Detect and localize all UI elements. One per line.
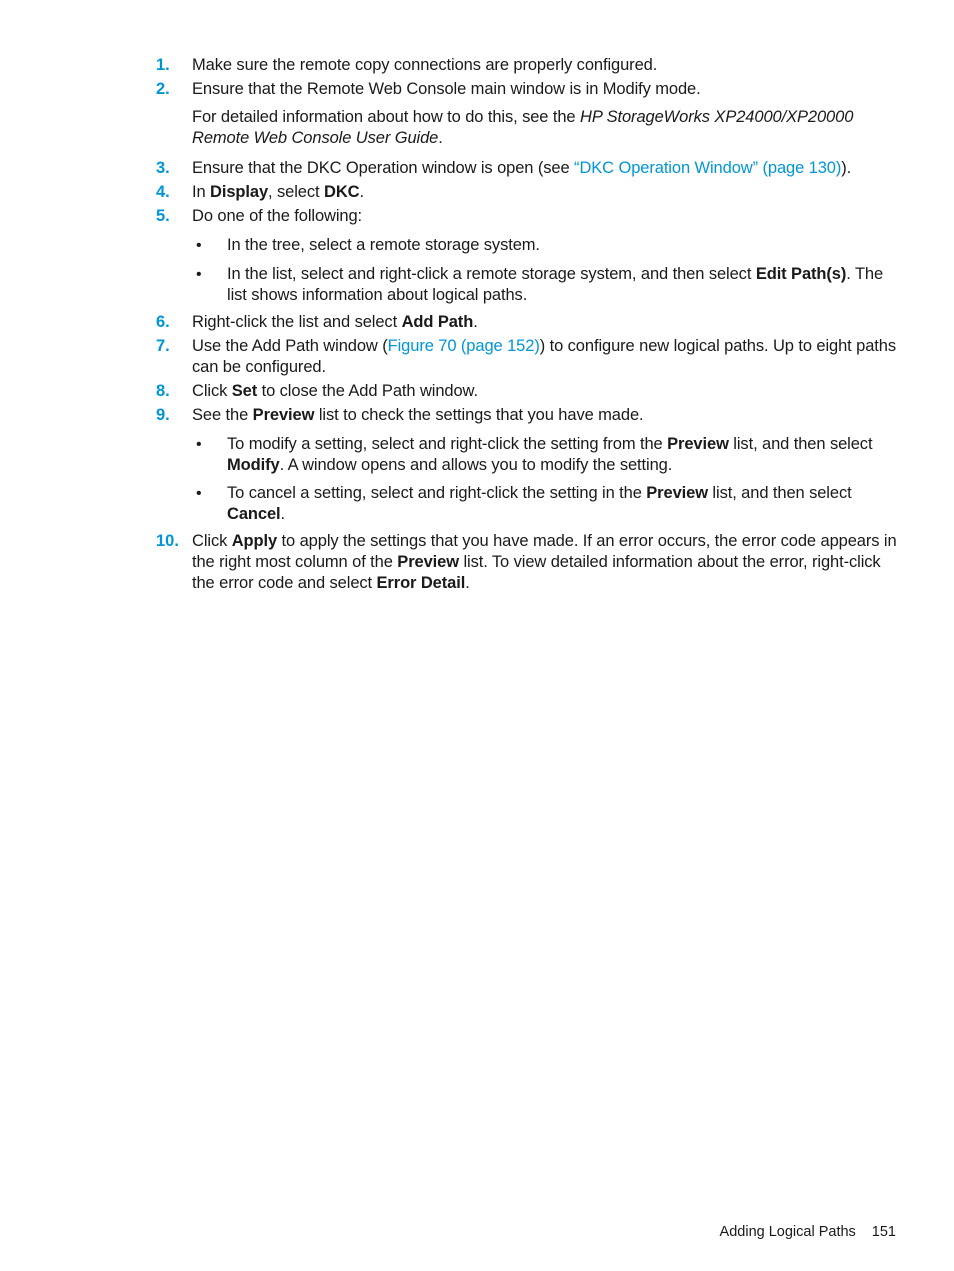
bullet-text: In the tree, select a remote storage system. (227, 236, 540, 254)
step-number: 5. (156, 207, 170, 225)
step-text (192, 312, 898, 333)
detail-text-end: . (438, 129, 443, 147)
step-number: 3. (156, 159, 170, 177)
bold-term: Cancel (227, 505, 281, 523)
figure-70-link[interactable]: Figure 70 (page 152) (387, 337, 540, 355)
text-part: . (280, 505, 285, 523)
bold-term: Preview (252, 406, 315, 424)
bullet-text (227, 483, 898, 525)
bold-term: Error Detail (376, 574, 466, 592)
step-text (192, 381, 898, 402)
step-text: Make sure the remote copy connections are properly configured. (192, 56, 658, 74)
bold-term: Set (231, 382, 258, 400)
step-number: 8. (156, 382, 170, 400)
text-part: . (359, 183, 364, 201)
guide-title: HP StorageWorks XP24000/XP20000 Remote Web Console User Guide (192, 108, 854, 147)
step-number: 1. (156, 56, 170, 74)
text-part: list, and then select (728, 435, 873, 453)
text-part: Use the Add Path window ( (192, 337, 388, 355)
step-text (192, 405, 898, 426)
text-part: . The list shows information about logical paths. (227, 265, 884, 304)
text-part: to close the Add Path window. (257, 382, 478, 400)
text-part: Ensure that the DKC Operation window is open (see (192, 159, 575, 177)
step-text (192, 182, 898, 203)
text-part: To cancel a setting, select and right-click the setting in the (227, 484, 647, 502)
text-part: Click (192, 382, 232, 400)
step-number: 9. (156, 406, 170, 424)
bold-term: Preview (397, 553, 459, 571)
bullet-icon: • (196, 266, 202, 283)
bold-term: Preview (646, 484, 708, 502)
footer-section-title: Adding Logical Paths (719, 1224, 856, 1240)
text-part: In (192, 183, 211, 201)
text-part: Right-click the list and select (192, 313, 402, 331)
step-text: Do one of the following: (192, 207, 363, 225)
bold-term: Edit Path(s) (755, 265, 847, 283)
step-text (192, 531, 898, 594)
bullet-text (227, 434, 898, 476)
step-number: 4. (156, 183, 170, 201)
bullet-icon: • (196, 436, 202, 453)
bullet-text (227, 264, 898, 306)
bullet-icon: • (196, 485, 202, 502)
step-number: 6. (156, 313, 170, 331)
bold-term: Display (210, 183, 269, 201)
step-number: 10. (156, 532, 179, 550)
text-part: To modify a setting, select and right-click the setting from the (227, 435, 668, 453)
text-part: list to check the settings that you have made. (314, 406, 644, 424)
text-part: . (465, 574, 470, 592)
text-part: to apply the settings that you have made. If an error occurs, the error code appears in the right most column of the (192, 532, 897, 571)
step-number: 7. (156, 337, 170, 355)
bold-term: DKC (324, 183, 360, 201)
text-part: , select (268, 183, 325, 201)
text-part: . (473, 313, 478, 331)
text-part: . A window opens and allows you to modify the setting. (279, 456, 673, 474)
text-part: list, and then select (707, 484, 852, 502)
text-part: In the list, select and right-click a remote storage system, and then select (227, 265, 756, 283)
bold-term: Modify (227, 456, 280, 474)
bullet-icon: • (196, 237, 202, 254)
detail-text: For detailed information about how to do this, see the (192, 108, 580, 126)
bold-term: Preview (667, 435, 729, 453)
step-text: Ensure that the Remote Web Console main window is in Modify mode. (192, 80, 701, 98)
step-text (192, 336, 898, 378)
text-part: ). (841, 159, 852, 177)
page-number: 151 (871, 1224, 896, 1240)
text-part: list. To view detailed information about the error, right-click the error code and select (192, 553, 881, 592)
text-part: ) to configure new logical paths. Up to eight paths can be configured. (192, 337, 897, 376)
bold-term: Apply (231, 532, 278, 550)
page-footer (600, 1222, 896, 1242)
text-part: Click (192, 532, 232, 550)
step-text (192, 158, 898, 179)
bold-term: Add Path (401, 313, 474, 331)
text-part: See the (192, 406, 253, 424)
step-number: 2. (156, 80, 170, 98)
dkc-operation-window-link[interactable]: “DKC Operation Window” (page 130) (574, 159, 842, 177)
detail-paragraph (192, 107, 898, 149)
